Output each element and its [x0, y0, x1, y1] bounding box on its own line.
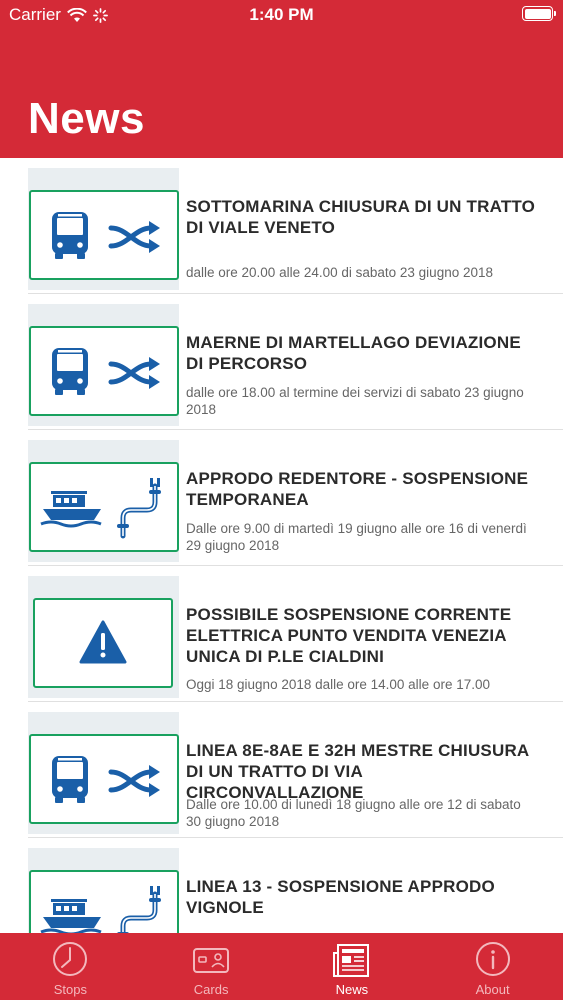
- boat-dock-icon: [31, 872, 177, 933]
- battery-icon: [522, 6, 553, 21]
- header: [0, 0, 563, 158]
- news-date: Oggi 18 giugno 2018 dalle ore 14.00 alle ore 17.00: [186, 677, 490, 692]
- newspaper-icon: [332, 941, 372, 981]
- info-icon: [473, 941, 513, 981]
- news-thumbnail: [28, 168, 179, 290]
- boat-dock-icon: [31, 464, 177, 550]
- tab-cards[interactable]: [141, 933, 282, 1000]
- news-thumbnail: [28, 576, 179, 698]
- news-item[interactable]: [28, 430, 563, 566]
- news-item[interactable]: [28, 702, 563, 838]
- news-date: dalle ore 20.00 alle 24.00 di sabato 23 giugno 2018: [186, 265, 493, 280]
- tab-label: About: [475, 982, 510, 997]
- news-date: Dalle ore 9.00 di martedì 19 giugno alle ore 16 di venerdì 29 giugno 2018: [186, 521, 527, 553]
- news-list[interactable]: [0, 158, 563, 933]
- news-item[interactable]: [28, 838, 563, 933]
- bus-detour-icon: [31, 192, 177, 278]
- news-title: POSSIBILE SOSPENSIONE CORRENTE ELETTRICA PUNTO VENDITA VENEZIA UNICA DI P.LE CIALDINI: [186, 605, 512, 666]
- tab-label: News: [335, 982, 369, 997]
- news-item[interactable]: [28, 158, 563, 294]
- tab-stops[interactable]: [0, 933, 141, 1000]
- carrier-label: Carrier: [9, 5, 61, 24]
- tab-about[interactable]: [422, 933, 563, 1000]
- tab-bar: [0, 933, 563, 1000]
- card-icon: [191, 941, 231, 981]
- news-title: LINEA 13 - SOSPENSIONE APPRODO VIGNOLE: [186, 877, 495, 917]
- news-title: LINEA 8E-8AE E 32H MESTRE CHIUSURA DI UN TRATTO DI VIA CIRCONVALLAZIONE: [186, 741, 529, 802]
- clock-icon: [50, 941, 90, 981]
- news-date: dalle ore 18.00 al termine dei servizi di sabato 23 giugno 2018: [186, 385, 524, 417]
- tab-label: Cards: [193, 982, 229, 997]
- news-title: APPRODO REDENTORE - SOSPENSIONE TEMPORANEA: [186, 469, 529, 509]
- news-date: Dalle ore 10.00 di lunedì 18 giugno alle ore 12 di sabato 30 giugno 2018: [186, 797, 521, 829]
- news-thumbnail: [28, 712, 179, 834]
- news-thumbnail: [28, 848, 179, 933]
- bus-detour-icon: [31, 328, 177, 414]
- status-bar: [0, 0, 563, 30]
- news-title: SOTTOMARINA CHIUSURA DI UN TRATTO DI VIALE VENETO: [186, 197, 536, 237]
- status-time: 1:40 PM: [249, 5, 314, 24]
- news-thumbnail: [28, 440, 179, 562]
- news-item[interactable]: [28, 566, 563, 702]
- bus-detour-icon: [31, 736, 177, 822]
- tab-news[interactable]: [282, 933, 423, 1000]
- warning-icon: [35, 600, 171, 686]
- page-title: News: [28, 94, 145, 143]
- tab-label: Stops: [53, 982, 87, 997]
- news-thumbnail: [28, 304, 179, 426]
- news-title: MAERNE DI MARTELLAGO DEVIAZIONE DI PERCORSO: [186, 333, 521, 373]
- news-item[interactable]: [28, 294, 563, 430]
